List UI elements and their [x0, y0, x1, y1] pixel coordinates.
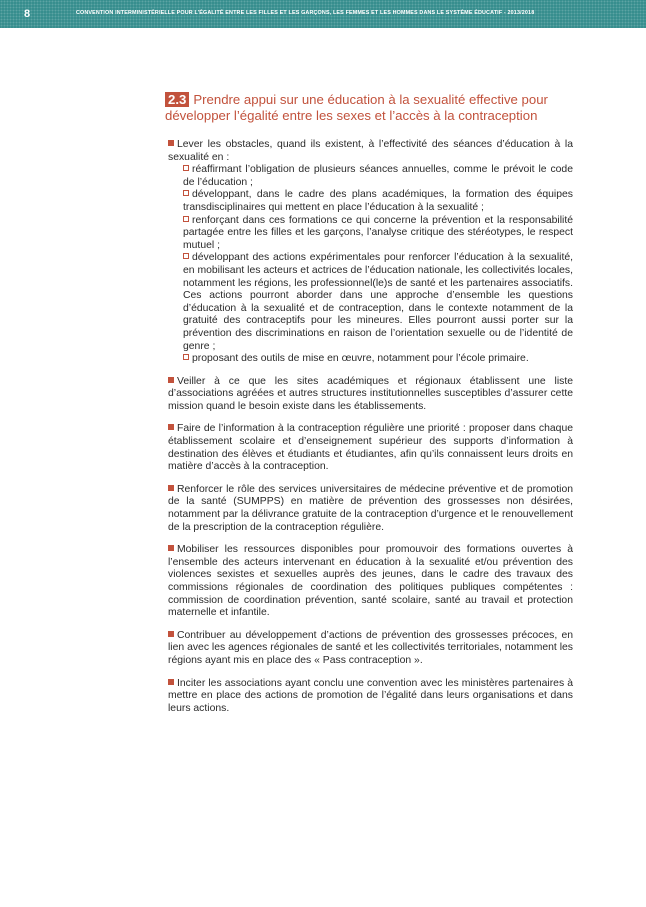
square-bullet-icon [168, 545, 174, 551]
hollow-square-icon [183, 216, 189, 222]
square-bullet-icon [168, 140, 174, 146]
bullet-list [168, 139, 573, 725]
sub-item [183, 215, 573, 253]
hollow-square-icon [183, 190, 189, 196]
bullet-text: Mobiliser les ressources disponibles pour promouvoir des formations ouvertes à l’ensemble des acteurs intervenant en éducation à la sexualité et/ou prévention des violences sexistes et sexuelles auprès des jeunes, dans le cadre des travaux des commissions régionales de coordination des politiques publiques compétentes : commission de coordination prévention, santé scolaire, santé au travail et protection maternelle et infantile. [168, 544, 573, 619]
bullet-item [168, 139, 573, 366]
page-number: 8 [24, 8, 31, 20]
square-bullet-icon [168, 424, 174, 430]
section-number-badge: 2.3 [165, 92, 189, 107]
sub-item-text: renforçant dans ces formations ce qui concerne la prévention et la responsabilité partagée entre les filles et les garçons, l’analyse critique des stéréotypes, le respect mutuel ; [183, 214, 573, 251]
page-header-band [0, 0, 646, 28]
bullet-text: Veiller à ce que les sites académiques et régionaux établissent une liste d’associations agréées et autres structures institutionnelles susceptibles d’assurer cette mission quand le besoin existe dans les établissements. [168, 375, 573, 412]
square-bullet-icon [168, 377, 174, 383]
sub-item-text: proposant des outils de mise en œuvre, notamment pour l’école primaire. [192, 353, 529, 365]
section-title: Prendre appui sur une éducation à la sexualité effective pour développer l’égalité entre les sexes et l’accès à la contraception [165, 92, 548, 123]
sub-item-text: développant, dans le cadre des plans académiques, la formation des équipes transdisciplinaires qui mettent en place l’éducation à la sexualité ; [183, 189, 573, 213]
hollow-square-icon [183, 253, 189, 259]
bullet-item [168, 678, 573, 716]
sub-item [183, 164, 573, 189]
sub-item-text: développant des actions expérimentales pour renforcer l’éducation à la sexualité, en mobilisant les acteurs et actrices de l’éducation nationale, les collectivités locales, notamment les régions, les professionnel(le)s de santé et les partenaires associatifs. Ces actions pourront aborder dans une approche d’ensemble les questions d’éducation à la sexualité et de contraception, dans le contexte notamment de la gratuité des contraceptifs pour les mineures. Elles pourront aussi porter sur la prévention des discriminations en raison de l’orientation sexuelle ou de l’identité de genre ; [183, 252, 573, 352]
bullet-item [168, 484, 573, 534]
square-bullet-icon [168, 485, 174, 491]
sub-item [183, 189, 573, 214]
hollow-square-icon [183, 165, 189, 171]
bullet-item [168, 423, 573, 473]
bullet-item [168, 630, 573, 668]
section-heading [165, 92, 585, 123]
bullet-item [168, 544, 573, 620]
hollow-square-icon [183, 354, 189, 360]
sub-item [183, 353, 573, 366]
sub-item-text: réaffirmant l’obligation de plusieurs séances annuelles, comme le prévoit le code de l’éducation ; [183, 164, 573, 188]
bullet-item [168, 376, 573, 414]
bullet-text: Renforcer le rôle des services universitaires de médecine préventive et de promotion de la santé (SUMPPS) en matière de prévention des grossesses non désirées, notamment par la délivrance gratuite de la contraception d’urgence et le renouvellement de la prescription de la contraception régulière. [168, 483, 573, 533]
bullet-text: Faire de l’information à la contraception régulière une priorité : proposer dans chaque établissement scolaire et d’enseignement supérieur des supports d’information à destination des élèves et étudiants et étudiantes, afin qu’ils connaissent leurs droits en matière d’accès à la contraception. [168, 423, 573, 473]
bullet-text: Contribuer au développement d’actions de prévention des grossesses précoces, en lien avec les agences régionales de santé et les collectivités territoriales, notamment les régions ayant mis en place des « Pass contraception ». [168, 629, 573, 666]
square-bullet-icon [168, 679, 174, 685]
bullet-text: Inciter les associations ayant conclu une convention avec les ministères partenaires à mettre en place des actions de promotion de l’égalité dans leurs organisations et dans leurs actions. [168, 677, 573, 714]
sub-list [183, 164, 573, 366]
bullet-text: Lever les obstacles, quand ils existent, à l’effectivité des séances d’éducation à la sexualité en : [168, 139, 573, 163]
sub-item [183, 252, 573, 353]
running-title: CONVENTION INTERMINISTÉRIELLE POUR L’ÉGALITÉ ENTRE LES FILLES ET LES GARÇONS, LES FEMMES ET LES HOMMES DANS LE SYSTÈME ÉDUCATIF - 2013/2018 [76, 10, 535, 16]
square-bullet-icon [168, 631, 174, 637]
